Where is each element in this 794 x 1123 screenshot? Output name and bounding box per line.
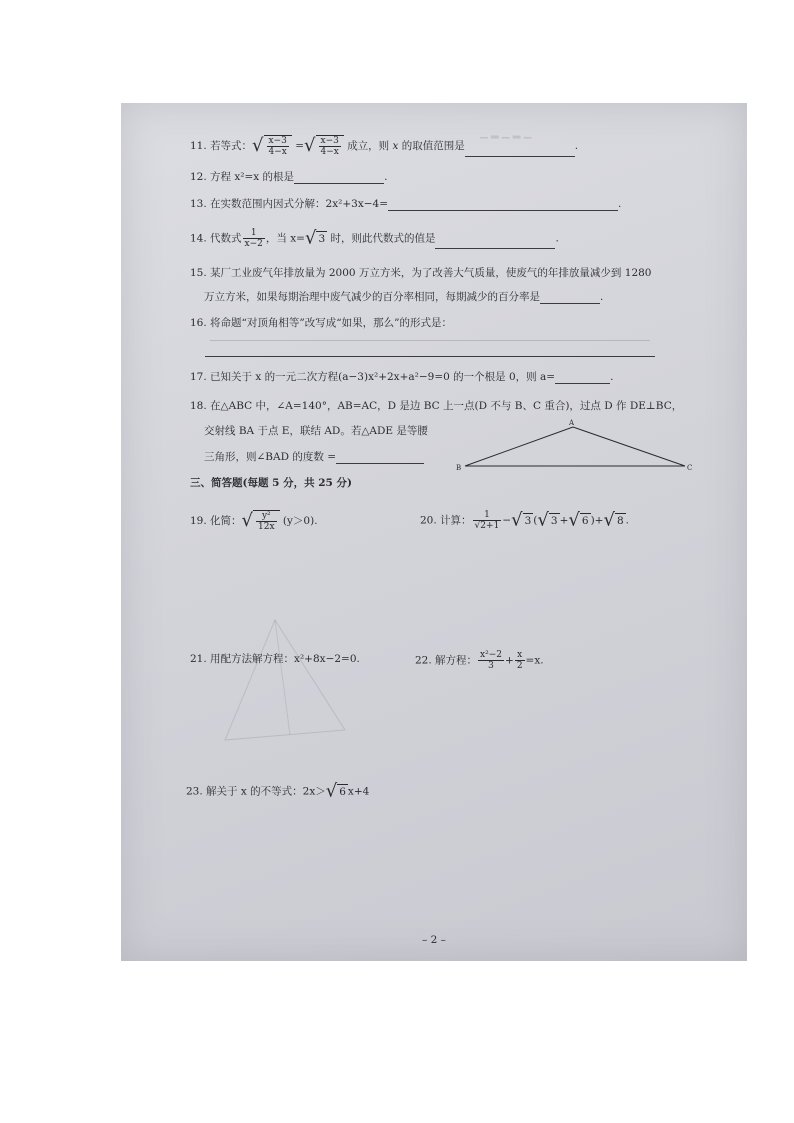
label-a: A xyxy=(569,419,575,427)
section-3-heading: 三、简答题(每题 5 分，共 25 分) xyxy=(190,477,352,489)
question-22: 22. 解方程： $\frac{\text{x²−2}}{3}$ + $\frac{x}{2}$ =x. xyxy=(415,650,544,671)
question-17: 17. 已知关于 x 的一元二次方程(a−3)x²+2x+a²−9=0 的一个根是 0，则 a= . xyxy=(190,371,614,383)
question-23: 23. 解关于 x 的不等式：2x＞√ 6 x+4 xyxy=(186,780,370,802)
answer-blank[interactable] xyxy=(540,291,600,304)
side-ac xyxy=(573,427,685,466)
triangle-figure xyxy=(455,418,695,478)
question-18-line2: 交射线 BA 于点 E，联结 AD。若△ADE 是等腰 xyxy=(204,425,428,437)
answer-blank[interactable] xyxy=(294,171,384,184)
question-18-line3: 三角形，则∠BAD 的度数 = xyxy=(204,450,424,464)
side-ab xyxy=(465,427,573,466)
bleed-through: ▁ ▂ ▁ ▂ ▁ xyxy=(480,128,532,139)
answer-blank[interactable] xyxy=(555,371,610,384)
question-12: 12. 方程 x²=x 的根是 . xyxy=(190,171,388,183)
bleed-line xyxy=(210,340,650,341)
question-13: 13. 在实数范围内因式分解：2x²+3x−4= . xyxy=(190,198,622,210)
bleed-figure xyxy=(215,610,355,750)
answer-blank[interactable] xyxy=(435,236,555,249)
question-15-line1: 15. 某厂工业废气年排放量为 2000 万立方米，为了改善大气质量，使废气的年排放量减少到 1280 xyxy=(190,267,652,279)
question-19: 19. 化简：√ $\frac{\text{y²}}{12x}$ (y＞0). xyxy=(190,510,318,532)
label-b: B xyxy=(456,464,462,472)
answer-blank[interactable] xyxy=(336,451,424,464)
question-21: 21. 用配方法解方程：x²+8x−2=0. xyxy=(190,653,360,665)
answer-blank[interactable] xyxy=(465,144,575,157)
question-14: 14. 代数式 $\frac{1}{x-2}$ ，当 x=√ 3 时，则此代数式的值是 . xyxy=(190,227,559,249)
page-number: – 2 – xyxy=(422,934,446,946)
question-11: 11. 若等式：√ $\frac{x-3}{4-x}$ =√ $\frac{x-3}{4-x}$ 成立，则 x 的取值范围是 . xyxy=(190,135,579,157)
question-15-line2: 万立方米，如果每期治理中废气减少的百分率相同，每期减少的百分率是 . xyxy=(204,291,604,303)
question-16: 16. 将命题“对顶角相等”改写成“如果，那么”的形式是： xyxy=(190,317,453,329)
question-20: 20. 计算： $\frac{1}{√2+1}$ −√ 3 (√ 3 +√ 6 )+√ 8 . xyxy=(420,509,629,531)
label-c: C xyxy=(687,464,693,472)
answer-blank[interactable] xyxy=(388,198,618,211)
answer-line-16[interactable] xyxy=(205,356,655,357)
question-18-line1: 18. 在△ABC 中，∠A=140°，AB=AC，D 是边 BC 上一点(D 不与 B、C 重合)，过点 D 作 DE⊥BC， xyxy=(190,400,683,412)
